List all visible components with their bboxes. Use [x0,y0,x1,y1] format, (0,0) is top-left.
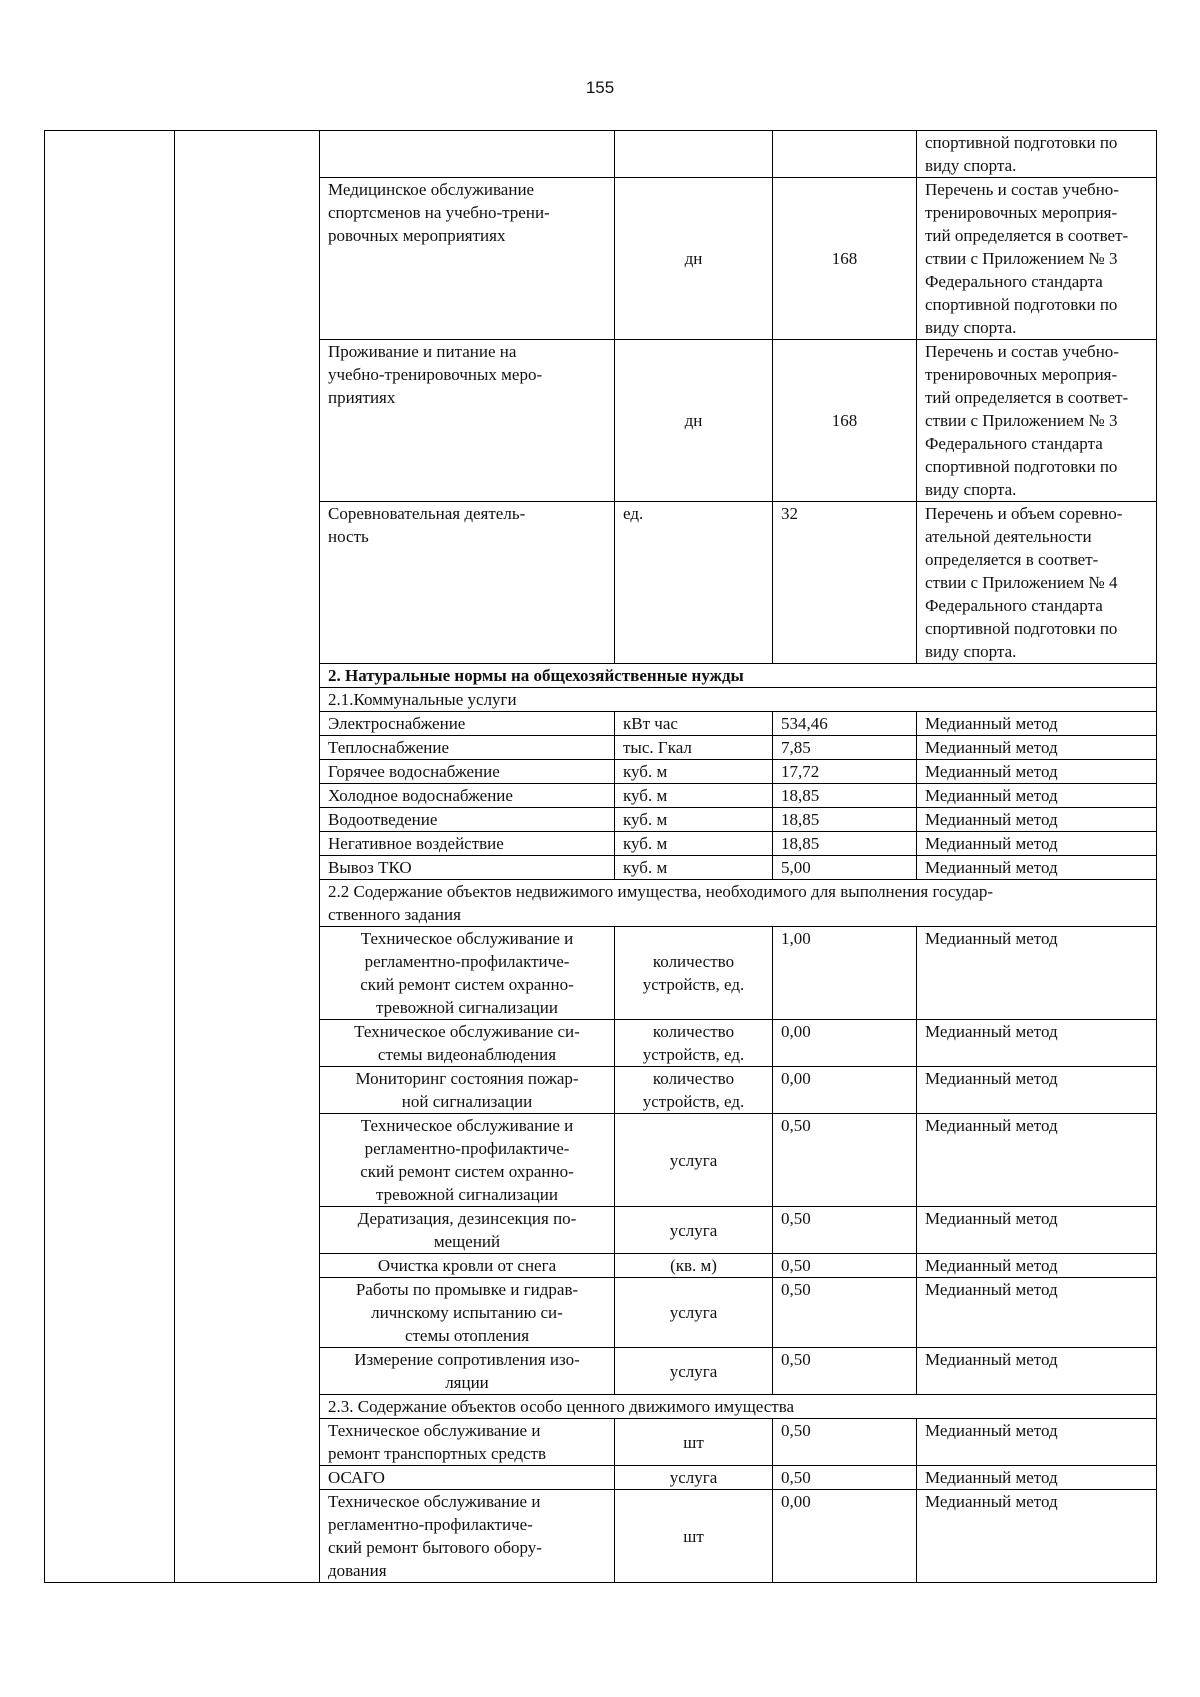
unit-cell: услуга [615,1207,773,1254]
page-number: 155 [585,78,615,97]
name-cell: Техническое обслуживание и регламентно-профилактиче- ский ремонт бытового обору- дования [320,1490,615,1583]
unit-cell: (кв. м) [615,1254,773,1278]
name-cell: Техническое обслуживание си- стемы видеонаблюдения [320,1020,615,1067]
name-cell: Электроснабжение [320,712,615,736]
name-cell: Теплоснабжение [320,736,615,760]
method-cell: Медианный метод [917,927,1157,1020]
value-cell: 0,50 [773,1254,917,1278]
unit-cell: куб. м [615,808,773,832]
name-cell: ОСАГО [320,1466,615,1490]
value-cell: 0,50 [773,1466,917,1490]
method-cell: Перечень и состав учебно- тренировочных мероприя- тий определяется в соответ- ствии с Приложением № 3 Федерального стандарта спортивной подготовки по виду спорта. [917,340,1157,502]
value-cell: 168 [773,340,917,502]
name-cell: Соревновательная деятель- ность [320,502,615,664]
value-cell: 0,00 [773,1020,917,1067]
name-cell: Техническое обслуживание и ремонт транспортных средств [320,1419,615,1466]
method-cell: Медианный метод [917,760,1157,784]
unit-cell: куб. м [615,760,773,784]
name-cell: Водоотведение [320,808,615,832]
unit-cell: кВт час [615,712,773,736]
empty-column-1 [45,131,175,1583]
value-cell: 0,00 [773,1067,917,1114]
method-cell: Медианный метод [917,784,1157,808]
unit-cell: тыс. Гкал [615,736,773,760]
method-cell: Медианный метод [917,1419,1157,1466]
name-cell: Проживание и питание на учебно-тренировочных меро- приятиях [320,340,615,502]
name-cell: Медицинское обслуживание спортсменов на учебно-трени- ровочных мероприятиях [320,178,615,340]
norms-table [44,130,1157,1583]
method-cell: спортивной подготовки по виду спорта. [917,131,1157,178]
method-cell: Медианный метод [917,1114,1157,1207]
value-cell: 18,85 [773,784,917,808]
name-cell: Вывоз ТКО [320,856,615,880]
method-cell: Медианный метод [917,1466,1157,1490]
unit-cell: количество устройств, ед. [615,927,773,1020]
value-cell: 1,00 [773,927,917,1020]
method-cell: Медианный метод [917,832,1157,856]
name-cell: Очистка кровли от снега [320,1254,615,1278]
unit-cell: дн [615,340,773,502]
value-cell: 32 [773,502,917,664]
unit-cell: услуга [615,1348,773,1395]
name-cell: Техническое обслуживание и регламентно-профилактиче- ский ремонт систем охранно- тревожной сигнализации [320,927,615,1020]
value-cell: 18,85 [773,832,917,856]
subsection-2-2-title: 2.2 Содержание объектов недвижимого имущества, необходимого для выполнения государ- ственного задания [320,880,1157,927]
unit-cell: куб. м [615,832,773,856]
value-cell: 5,00 [773,856,917,880]
method-cell: Медианный метод [917,1490,1157,1583]
name-cell: Измерение сопротивления изо- ляции [320,1348,615,1395]
value-cell: 534,46 [773,712,917,736]
name-cell: Мониторинг состояния пожар- ной сигнализации [320,1067,615,1114]
subsection-2-1-title: 2.1.Коммунальные услуги [320,688,1157,712]
unit-cell: шт [615,1419,773,1466]
empty-column-2 [175,131,320,1583]
table-row [45,131,1157,178]
method-cell: Медианный метод [917,712,1157,736]
unit-cell: шт [615,1490,773,1583]
unit-cell: дн [615,178,773,340]
value-cell: 168 [773,178,917,340]
name-cell: Горячее водоснабжение [320,760,615,784]
value-cell: 0,50 [773,1207,917,1254]
name-cell: Дератизация, дезинсекция по- мещений [320,1207,615,1254]
method-cell: Медианный метод [917,1348,1157,1395]
method-cell: Медианный метод [917,1278,1157,1348]
unit-cell: куб. м [615,856,773,880]
method-cell: Медианный метод [917,856,1157,880]
method-cell: Медианный метод [917,1207,1157,1254]
subsection-2-3-title: 2.3. Содержание объектов особо ценного движимого имущества [320,1395,1157,1419]
unit-cell: ед. [615,502,773,664]
method-cell: Медианный метод [917,808,1157,832]
unit-cell: количество устройств, ед. [615,1020,773,1067]
unit-cell: количество устройств, ед. [615,1067,773,1114]
name-cell: Холодное водоснабжение [320,784,615,808]
method-cell: Перечень и состав учебно- тренировочных мероприя- тий определяется в соответ- ствии с Приложением № 3 Федерального стандарта спортивной подготовки по виду спорта. [917,178,1157,340]
value-cell: 0,50 [773,1278,917,1348]
value-cell: 0,50 [773,1419,917,1466]
unit-cell: услуга [615,1114,773,1207]
method-cell: Медианный метод [917,1020,1157,1067]
name-cell: Техническое обслуживание и регламентно-профилактиче- ский ремонт систем охранно- тревожной сигнализации [320,1114,615,1207]
name-cell: Негативное воздействие [320,832,615,856]
value-cell: 0,50 [773,1114,917,1207]
method-cell: Перечень и объем соревно- ательной деятельности определяется в соответ- ствии с Приложением № 4 Федерального стандарта спортивной подготовки по виду спорта. [917,502,1157,664]
value-cell: 17,72 [773,760,917,784]
name-cell: Работы по промывке и гидрав- личнскому испытанию си- стемы отопления [320,1278,615,1348]
value-cell: 0,50 [773,1348,917,1395]
unit-cell: услуга [615,1466,773,1490]
method-cell: Медианный метод [917,1254,1157,1278]
method-cell: Медианный метод [917,736,1157,760]
unit-cell: услуга [615,1278,773,1348]
section-2-title: 2. Натуральные нормы на общехозяйственные нужды [320,664,1157,688]
method-cell: Медианный метод [917,1067,1157,1114]
unit-cell: куб. м [615,784,773,808]
value-cell: 18,85 [773,808,917,832]
value-cell: 7,85 [773,736,917,760]
value-cell: 0,00 [773,1490,917,1583]
